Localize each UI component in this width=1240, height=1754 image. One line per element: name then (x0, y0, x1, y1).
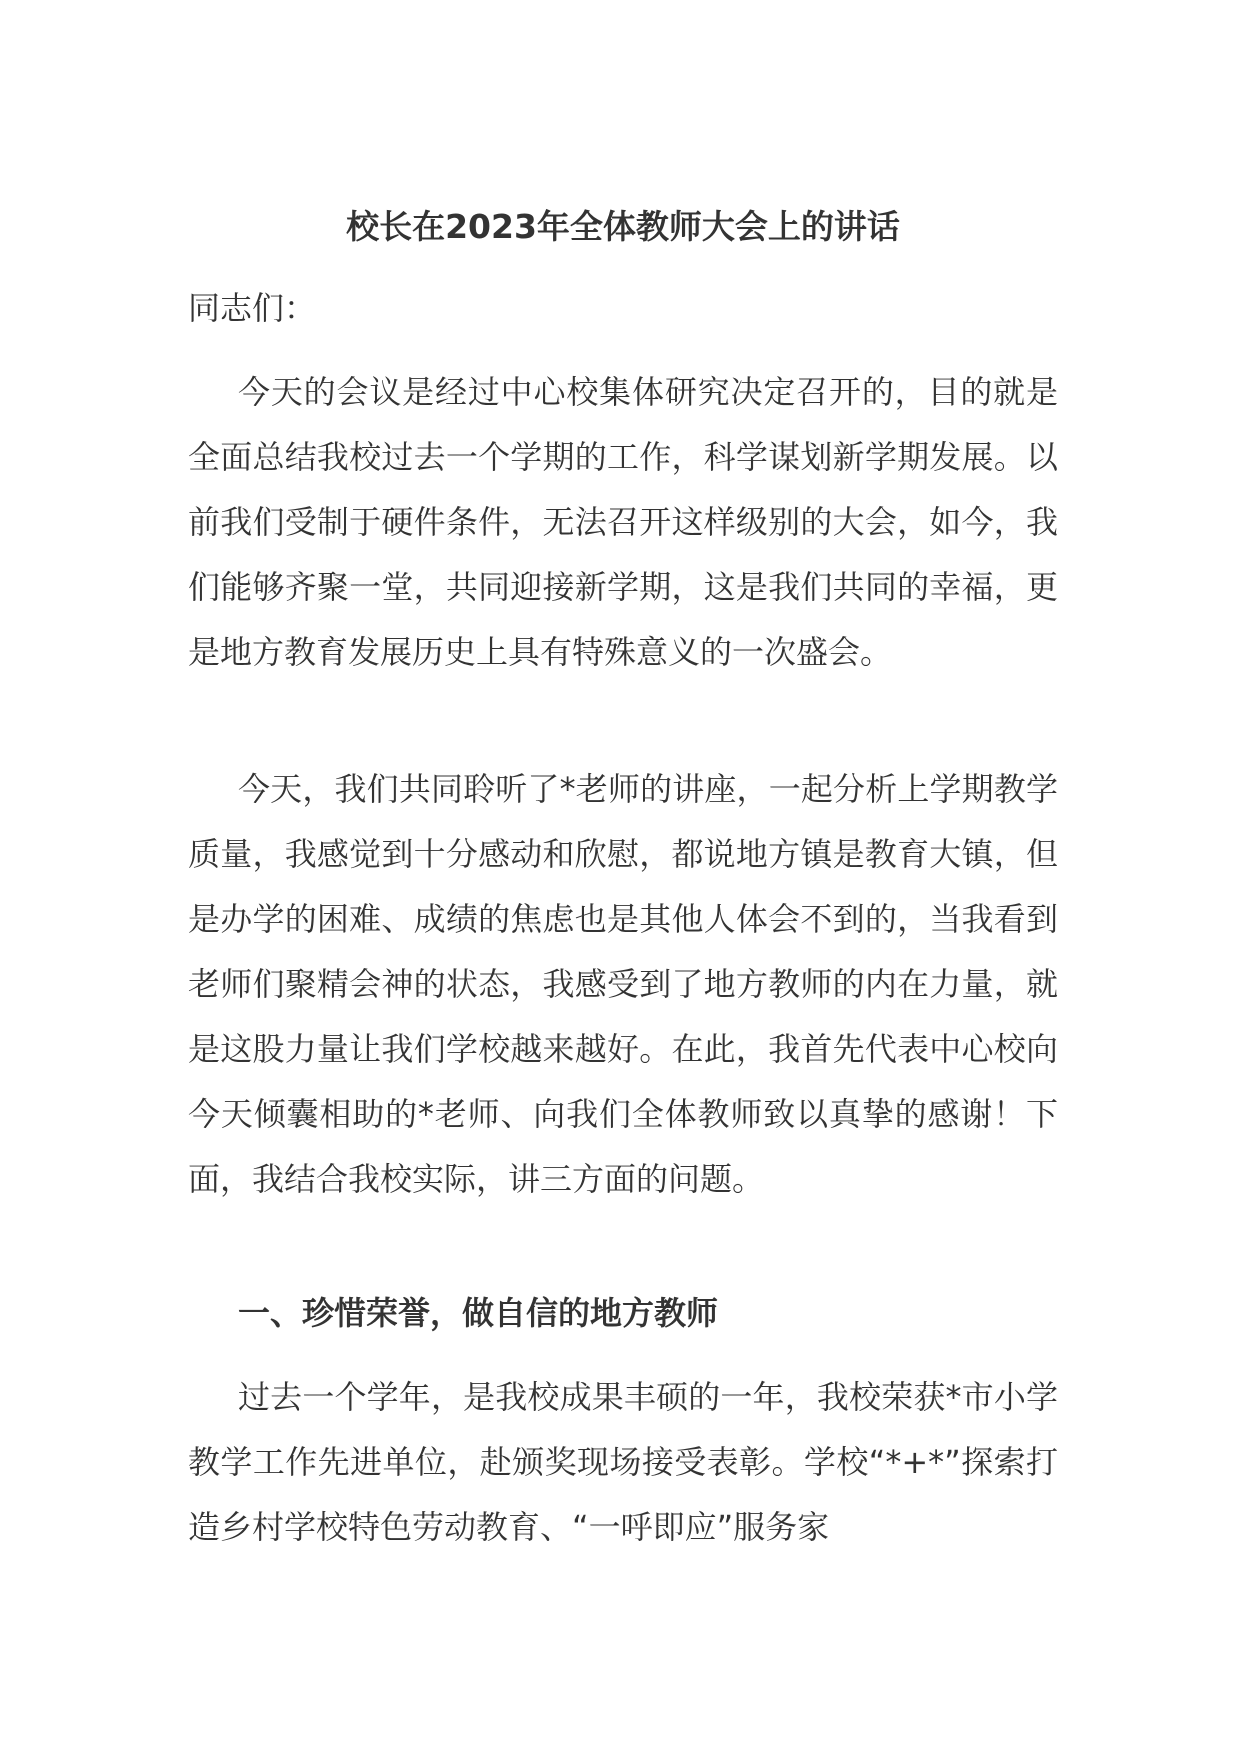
paragraph-section-one: 过去一个学年，是我校成果丰硕的一年，我校荣获*市小学教学工作先进单位，赴颁奖现场接受表彰。学校“*+*”探索打造乡村学校特色劳动教育、“一呼即应”服务家 (188, 1378, 1058, 1546)
document-title: 校长在2023年全体教师大会上的讲话 (346, 207, 900, 246)
section-heading: 一、珍惜荣誉，做自信的地方教师 (238, 1294, 719, 1332)
paragraph-thanks: 今天，我们共同聆听了*老师的讲座，一起分析上学期教学质量，我感觉到十分感动和欣慰，都说地方镇是教育大镇，但是办学的困难、成绩的焦虑也是其他人体会不到的，当我看到老师们聚精会神的状态，我感受到了地方教师的内在力量，就是这股力量让我们学校越来越好。在此，我首先代表中心校向今天倾囊相助的*老师、向我们全体教师致以真挚的感谢！下面，我结合我校实际，讲三方面的问题。 (188, 770, 1058, 1198)
salutation: 同志们： (188, 289, 317, 327)
paragraph-opening: 今天的会议是经过中心校集体研究决定召开的，目的就是全面总结我校过去一个学期的工作，科学谋划新学期发展。以前我们受制于硬件条件，无法召开这样级别的大会，如今，我们能够齐聚一堂，共同迎接新学期，这是我们共同的幸福，更是地方教育发展历史上具有特殊意义的一次盛会。 (188, 373, 1058, 671)
